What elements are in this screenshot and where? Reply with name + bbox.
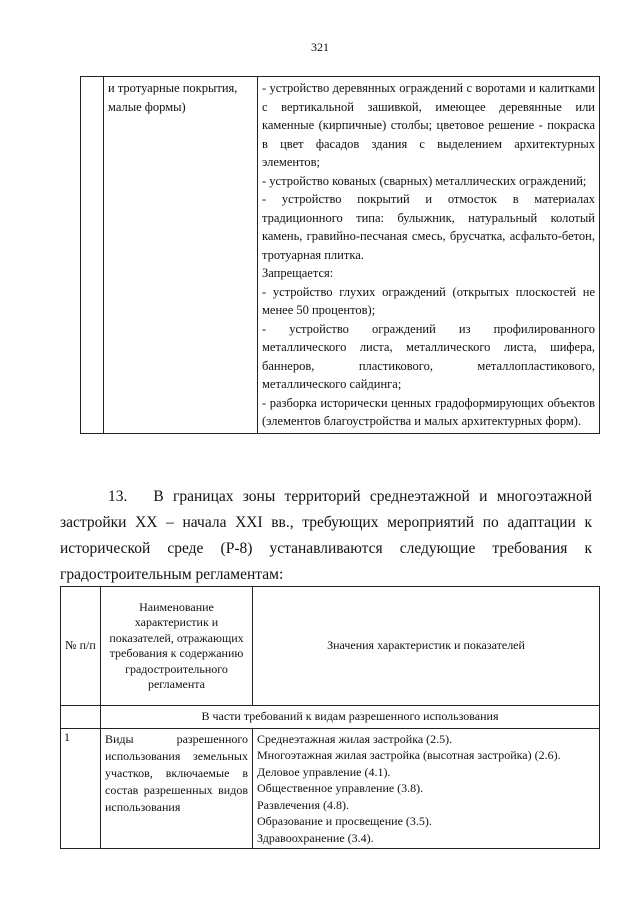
value-line: Общественное управление (3.8). xyxy=(257,781,424,795)
value-line: - устройство деревянных ограждений с воротами и калитками с вертикальной зашивкой, имеющее деревянные или каменные (кирпичные) столбы; цветовое решение - покраска в цвет фасадов здания с выделением архитектурных элементов; xyxy=(262,81,595,169)
value-line: Среднеэтажная жилая застройка (2.5). xyxy=(257,731,453,746)
value-line: Многоэтажная жилая застройка (высотная застройка) (2.6). xyxy=(257,748,561,762)
header-name: Наименование характеристик и показателей, отражающих требования к содержанию градостроительного регламента xyxy=(101,587,253,706)
requirements-table xyxy=(60,586,600,849)
row-number-cell: 1 xyxy=(61,728,101,849)
section-title: В части требований к видам разрешенного использования xyxy=(101,706,600,729)
section-empty-cell xyxy=(61,706,101,729)
paragraph-number: 13. xyxy=(108,488,128,505)
value-line: Здравоохранение (3.4). xyxy=(257,830,374,845)
row-values-cell xyxy=(253,728,600,849)
table-row xyxy=(81,77,600,434)
paragraph-13 xyxy=(60,484,592,588)
page-number: 321 xyxy=(311,40,329,54)
value-line: - устройство покрытий и отмосток в материалах традиционного типа: булыжник, натуральный колотый камень, гравийно-песчаная смесь, брусчатка, асфальто-бетон, тротуарная плитка. xyxy=(262,192,595,262)
paragraph-text: В границах зоны территорий среднеэтажной и многоэтажной застройки XX – начала XXI вв., требующих мероприятий по адаптации к исторической среде (Р-8) устанавливаются следующие требования к градостроительным регламентам: xyxy=(60,488,592,583)
value-line: Запрещается: xyxy=(262,266,334,280)
value-line: - разборка исторически ценных градоформирующих объектов (элементов благоустройства и малых архитектурных форм). xyxy=(262,395,595,428)
row-values-cell xyxy=(258,77,600,434)
row-number-cell xyxy=(81,77,104,434)
table-row xyxy=(61,728,600,849)
value-line: Деловое управление (4.1). xyxy=(257,764,391,779)
header-number: № п/п xyxy=(61,587,101,706)
header-values: Значения характеристик и показателей xyxy=(253,587,600,706)
table-header-row xyxy=(61,587,600,706)
row-name-cell: и тротуарные покрытия, малые формы) xyxy=(104,77,258,434)
row-name-cell: Виды разрешенного использования земельных участков, включаемые в состав разрешенных видов использования xyxy=(101,728,253,849)
continuation-table xyxy=(80,76,600,434)
value-line: Образование и просвещение (3.5). xyxy=(257,814,432,828)
value-line: - устройство кованых (сварных) металлических ограждений; xyxy=(262,173,587,188)
value-line: Развлечения (4.8). xyxy=(257,797,349,812)
value-line: - устройство глухих ограждений (открытых плоскостей не менее 50 процентов); xyxy=(262,284,595,317)
value-line: - устройство ограждений из профилированного металлического листа, металлического листа, шифера, баннеров, пластикового, металлопластикового, металлического сайдинга; xyxy=(262,321,595,391)
table-section-row xyxy=(61,706,600,729)
